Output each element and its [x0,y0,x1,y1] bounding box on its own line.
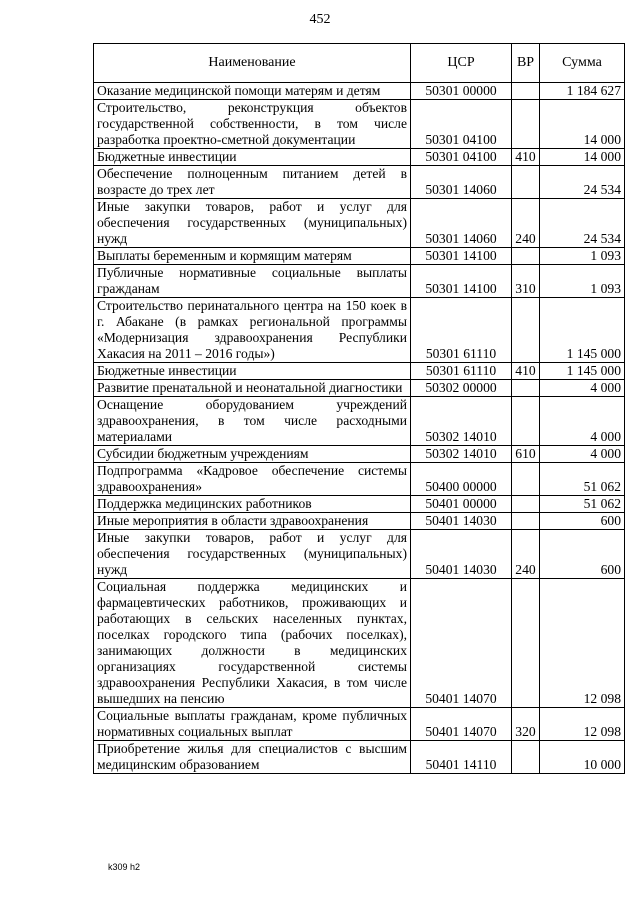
row-name: Обеспечение полноценным питанием детей в возрасте до трех лет [94,166,411,199]
row-csr: 50401 14030 [411,513,512,530]
row-sum: 600 [540,530,625,579]
row-name: Выплаты беременным и кормящим матерям [94,248,411,265]
row-sum: 51 062 [540,463,625,496]
row-vr [512,397,540,446]
row-vr [512,513,540,530]
row-name: Оказание медицинской помощи матерям и детям [94,83,411,100]
header-csr: ЦСР [411,44,512,83]
row-csr: 50301 61110 [411,363,512,380]
row-csr: 50301 14060 [411,166,512,199]
row-sum: 4 000 [540,380,625,397]
row-csr: 50301 14060 [411,199,512,248]
row-vr: 310 [512,265,540,298]
header-sum: Сумма [540,44,625,83]
row-csr: 50301 14100 [411,248,512,265]
row-csr: 50400 00000 [411,463,512,496]
row-name: Приобретение жилья для специалистов с высшим медицинским образованием [94,741,411,774]
row-vr [512,741,540,774]
row-name: Социальные выплаты гражданам, кроме публичных нормативных социальных выплат [94,708,411,741]
row-name: Иные закупки товаров, работ и услуг для обеспечения государственных (муниципальных) нужд [94,530,411,579]
table-row [94,463,625,496]
row-csr: 50301 00000 [411,83,512,100]
row-csr: 50301 61110 [411,298,512,363]
row-sum: 1 145 000 [540,298,625,363]
row-csr: 50401 14030 [411,530,512,579]
row-name: Подпрограмма «Кадровое обеспечение системы здравоохранения» [94,463,411,496]
table-row [94,166,625,199]
row-csr: 50401 14110 [411,741,512,774]
row-csr: 50401 00000 [411,496,512,513]
page-number: 452 [309,12,331,27]
row-name: Публичные нормативные социальные выплаты гражданам [94,265,411,298]
row-csr: 50302 00000 [411,380,512,397]
row-vr [512,496,540,513]
row-name: Строительство перинатального центра на 150 коек в г. Абакане (в рамках региональной программы «Модернизация здравоохранения Республики Хакасия на 2011 – 2016 годы») [94,298,411,363]
row-name: Бюджетные инвестиции [94,149,411,166]
table-row [94,397,625,446]
row-vr: 410 [512,363,540,380]
table-row [94,363,625,380]
row-vr [512,248,540,265]
row-sum: 1 145 000 [540,363,625,380]
row-vr: 410 [512,149,540,166]
budget-table [93,43,625,774]
table-row [94,149,625,166]
table-row [94,741,625,774]
row-sum: 14 000 [540,149,625,166]
row-name: Поддержка медицинских работников [94,496,411,513]
row-csr: 50401 14070 [411,579,512,708]
row-vr: 240 [512,199,540,248]
table-row [94,380,625,397]
table-row [94,579,625,708]
footer-code: k309 h2 [108,862,141,872]
row-sum: 1 093 [540,248,625,265]
row-csr: 50301 04100 [411,100,512,149]
row-name: Строительство, реконструкция объектов государственной собственности, в том числе разработка проектно-сметной документации [94,100,411,149]
table-row [94,708,625,741]
row-sum: 600 [540,513,625,530]
row-vr [512,579,540,708]
row-vr [512,463,540,496]
table-row [94,298,625,363]
row-sum: 4 000 [540,397,625,446]
row-csr: 50301 04100 [411,149,512,166]
row-vr: 610 [512,446,540,463]
row-name: Социальная поддержка медицинских и фармацевтических работников, проживающих и работающих в сельских населенных пунктах, поселках городского типа (рабочих поселках), занимающих должности в медицинских организациях государственной системы здравоохранения Республики Хакасия, в том числе вышедших на пенсию [94,579,411,708]
header-name: Наименование [94,44,411,83]
row-sum: 10 000 [540,741,625,774]
row-vr: 240 [512,530,540,579]
row-sum: 24 534 [540,199,625,248]
table-header-row [94,44,625,83]
row-sum: 1 184 627 [540,83,625,100]
row-sum: 14 000 [540,100,625,149]
row-vr [512,100,540,149]
row-name: Развитие пренатальной и неонатальной диагностики [94,380,411,397]
table-row [94,100,625,149]
row-csr: 50401 14070 [411,708,512,741]
row-vr: 320 [512,708,540,741]
row-sum: 4 000 [540,446,625,463]
row-sum: 12 098 [540,708,625,741]
row-sum: 1 093 [540,265,625,298]
row-name: Иные мероприятия в области здравоохранения [94,513,411,530]
row-name: Оснащение оборудованием учреждений здравоохранения, в том числе расходными материалами [94,397,411,446]
row-vr [512,83,540,100]
row-name: Иные закупки товаров, работ и услуг для обеспечения государственных (муниципальных) нужд [94,199,411,248]
row-vr [512,166,540,199]
table-row [94,513,625,530]
row-vr [512,298,540,363]
row-name: Бюджетные инвестиции [94,363,411,380]
header-vr: ВР [512,44,540,83]
row-csr: 50302 14010 [411,446,512,463]
row-csr: 50302 14010 [411,397,512,446]
table-row [94,83,625,100]
table-row [94,265,625,298]
table-row [94,496,625,513]
table-row [94,248,625,265]
table-body [94,83,625,774]
row-csr: 50301 14100 [411,265,512,298]
row-sum: 12 098 [540,579,625,708]
row-name: Субсидии бюджетным учреждениям [94,446,411,463]
row-sum: 51 062 [540,496,625,513]
table-row [94,199,625,248]
row-sum: 24 534 [540,166,625,199]
row-vr [512,380,540,397]
table-row [94,530,625,579]
table-row [94,446,625,463]
